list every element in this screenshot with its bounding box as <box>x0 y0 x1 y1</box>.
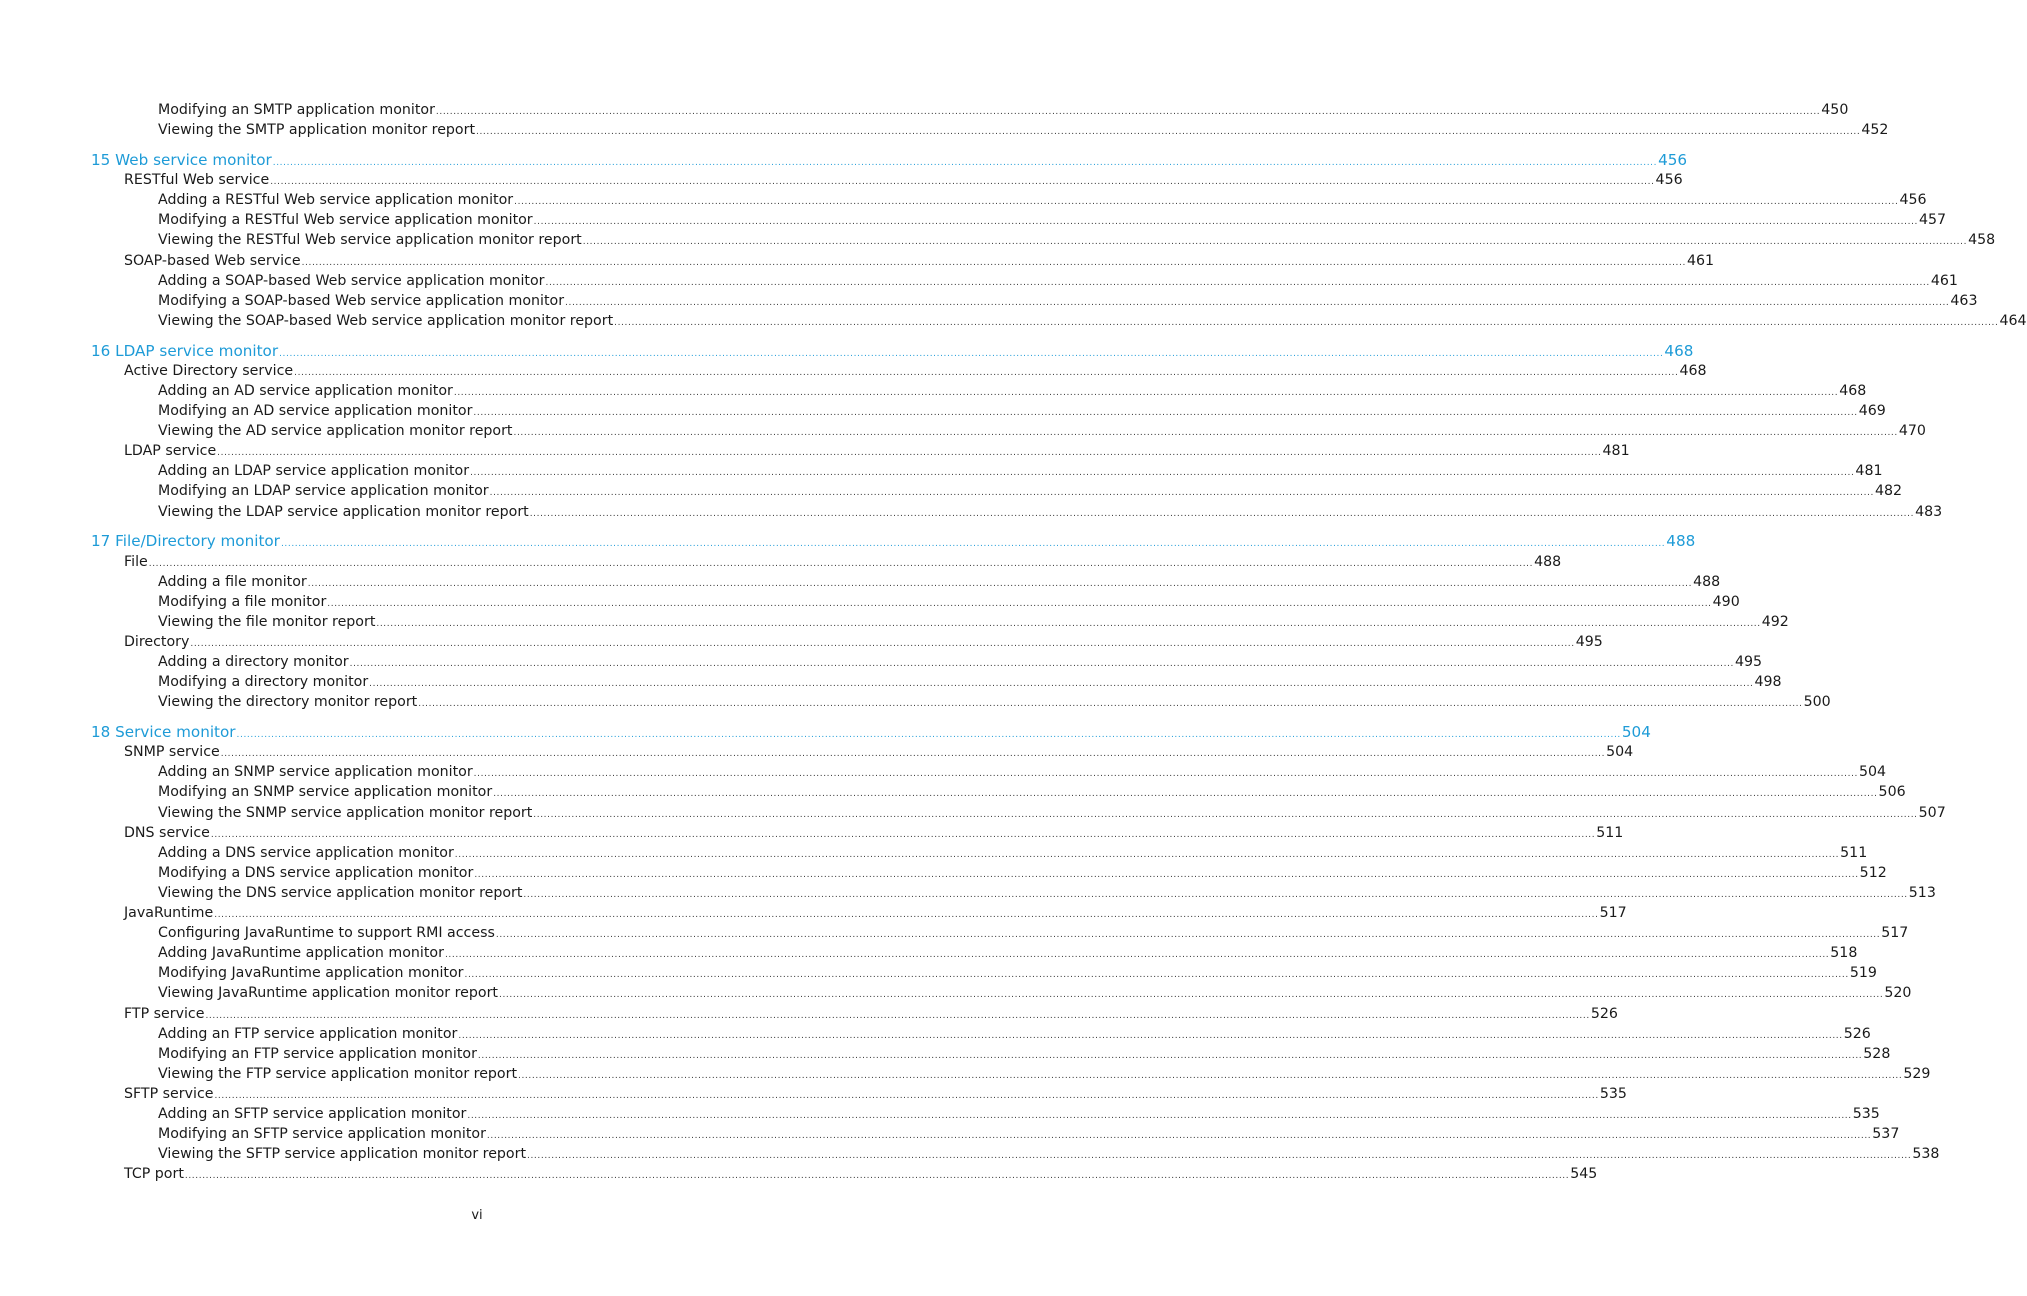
toc-page-number: 504 <box>1859 764 1887 781</box>
dot-leader: ................................................................................................................................................................................................................................................................................................................................................................................................................ <box>190 638 1575 649</box>
dot-leader: ................................................................................................................................................................................................................................................................................................................................................................................................................ <box>369 679 1754 690</box>
dot-leader: ................................................................................................................................................................................................................................................................................................................................................................................................................ <box>458 1030 1843 1041</box>
toc-page-number: 520 <box>1884 985 1912 1002</box>
toc-entry-title: SNMP service <box>124 744 220 761</box>
toc-entry-link[interactable] <box>158 652 1763 672</box>
dot-leader: ................................................................................................................................................................................................................................................................................................................................................................................................................ <box>533 217 1918 228</box>
toc-page-number: 511 <box>1596 824 1624 841</box>
toc-entry-link[interactable] <box>158 1024 1871 1044</box>
toc-page-number: 483 <box>1915 503 1943 520</box>
toc-entry-title: Viewing the file monitor report <box>158 613 376 630</box>
toc-entry-title: Adding a file monitor <box>158 573 307 590</box>
dot-leader: ................................................................................................................................................................................................................................................................................................................................................................................................................ <box>236 730 1621 741</box>
toc-entry-link[interactable] <box>124 1164 1598 1184</box>
toc-page-number: 529 <box>1903 1065 1931 1082</box>
toc-entry-link[interactable] <box>158 572 1721 592</box>
dot-leader: ................................................................................................................................................................................................................................................................................................................................................................................................................ <box>418 699 1803 710</box>
toc-entry-title: Viewing the SOAP-based Web service application monitor report <box>158 312 614 329</box>
toc-entry-link[interactable] <box>158 210 1947 230</box>
toc-page-number: 461 <box>1686 252 1715 269</box>
dot-leader: ................................................................................................................................................................................................................................................................................................................................................................................................................ <box>220 749 1606 760</box>
toc-entry-title: Modifying a RESTful Web service application monitor <box>158 212 533 229</box>
toc-entry-title: 18 Service monitor <box>91 723 236 742</box>
toc-page-number: 490 <box>1712 593 1740 610</box>
toc-entry-title: Viewing the AD service application monitor report <box>158 423 513 440</box>
toc-page-number: 458 <box>1968 232 1996 249</box>
toc-entry-title: SOAP-based Web service <box>124 252 301 269</box>
toc-entry-title: Adding a RESTful Web service application monitor <box>158 192 514 209</box>
dot-leader: ................................................................................................................................................................................................................................................................................................................................................................................................................ <box>214 910 1599 920</box>
toc-entry-link[interactable] <box>158 421 1926 441</box>
toc-entry-link[interactable] <box>158 481 1903 501</box>
toc-page-number: 492 <box>1761 613 1789 630</box>
toc-entry-link[interactable] <box>124 552 1562 572</box>
toc-entry-title: Adding a DNS service application monitor <box>158 844 454 861</box>
toc-page-number: 526 <box>1590 1005 1618 1022</box>
toc-page-number: 450 <box>1821 102 1849 118</box>
dot-leader: ................................................................................................................................................................................................................................................................................................................................................................................................................ <box>565 297 1950 308</box>
toc-entry-title: 16 LDAP service monitor <box>91 341 279 360</box>
dot-leader: ................................................................................................................................................................................................................................................................................................................................................................................................................ <box>205 1010 1590 1021</box>
dot-leader: ................................................................................................................................................................................................................................................................................................................................................................................................................ <box>435 107 1821 117</box>
dot-leader: ................................................................................................................................................................................................................................................................................................................................................................................................................ <box>444 950 1830 961</box>
toc-page-number: 517 <box>1599 905 1627 921</box>
toc-entry-link[interactable] <box>124 742 1634 762</box>
toc-page-number: 519 <box>1849 965 1877 982</box>
toc-page-number: 456 <box>1655 172 1683 189</box>
toc-entry-title: File <box>124 553 148 570</box>
toc-entry-title: Viewing the SNMP service application monitor report <box>158 804 533 821</box>
toc-entry-title: Modifying an LDAP service application monitor <box>158 483 489 500</box>
toc-page-number: 464 <box>1999 312 2027 329</box>
toc-page-number: 468 <box>1839 382 1867 399</box>
toc-entry-link[interactable] <box>158 983 1912 1003</box>
dot-leader: ................................................................................................................................................................................................................................................................................................................................................................................................................ <box>272 158 1658 168</box>
toc-entry-title: Modifying an SNMP service application monitor <box>158 784 493 801</box>
toc-entry-title: Viewing the DNS service application monitor report <box>158 884 523 901</box>
toc-page-number: 504 <box>1621 723 1651 742</box>
toc-entry-link[interactable] <box>158 762 1887 782</box>
toc-page-number: 456 <box>1658 151 1688 169</box>
page-number: vi <box>471 1208 483 1223</box>
toc-page-number: 535 <box>1599 1085 1627 1102</box>
toc-entry-link[interactable] <box>158 461 1883 481</box>
dot-leader: ................................................................................................................................................................................................................................................................................................................................................................................................................ <box>294 367 1679 378</box>
toc-entry-link[interactable] <box>124 251 1715 271</box>
toc-entry-title: Viewing the LDAP service application monitor report <box>158 503 529 520</box>
dot-leader: ................................................................................................................................................................................................................................................................................................................................................................................................................ <box>495 930 1881 941</box>
toc-entry-link[interactable] <box>124 632 1603 652</box>
toc-entry-link[interactable] <box>158 883 1936 903</box>
toc-entry-link[interactable] <box>158 592 1740 612</box>
dot-leader: ................................................................................................................................................................................................................................................................................................................................................................................................................ <box>476 127 1861 138</box>
toc-entry-link[interactable] <box>158 782 1906 802</box>
toc-page-number: 461 <box>1930 272 1958 289</box>
toc-entry-link[interactable] <box>158 100 1849 120</box>
toc-page-number: 537 <box>1872 1126 1900 1143</box>
toc-entry-title: Adding an FTP service application monitor <box>158 1025 458 1042</box>
toc-entry-title: Modifying a SOAP-based Web service application monitor <box>158 292 565 309</box>
toc-entry-link[interactable] <box>124 823 1624 843</box>
dot-leader: ................................................................................................................................................................................................................................................................................................................................................................................................................ <box>307 578 1693 589</box>
toc-page-number: 482 <box>1874 483 1903 500</box>
toc-entry-link[interactable] <box>158 672 1782 692</box>
toc-page-number: 517 <box>1881 925 1909 942</box>
toc-entry-link[interactable] <box>158 502 1943 522</box>
toc-entry-link[interactable] <box>158 1104 1880 1124</box>
toc-entry-link[interactable] <box>158 943 1858 963</box>
dot-leader: ................................................................................................................................................................................................................................................................................................................................................................................................................ <box>464 970 1849 981</box>
toc-page-number: 545 <box>1570 1166 1598 1183</box>
dot-leader: ................................................................................................................................................................................................................................................................................................................................................................................................................ <box>523 889 1908 900</box>
toc-entry-link[interactable] <box>158 190 1927 210</box>
toc-entry-link[interactable] <box>158 311 2027 331</box>
dot-leader: ................................................................................................................................................................................................................................................................................................................................................................................................................ <box>280 539 1666 550</box>
toc-page-number: 469 <box>1858 403 1886 419</box>
toc-page-number: 481 <box>1855 463 1883 480</box>
toc-page-number: 526 <box>1843 1025 1871 1042</box>
dot-leader: ................................................................................................................................................................................................................................................................................................................................................................................................................ <box>477 1050 1863 1061</box>
toc-entry-title: SFTP service <box>124 1085 214 1102</box>
toc-entry-title: 17 File/Directory monitor <box>91 532 280 551</box>
dot-leader: ................................................................................................................................................................................................................................................................................................................................................................................................................ <box>486 1131 1872 1142</box>
dot-leader: ................................................................................................................................................................................................................................................................................................................................................................................................................ <box>210 829 1596 840</box>
toc-page-number: 512 <box>1859 864 1887 881</box>
toc-entry-title: DNS service <box>124 824 210 841</box>
toc-page-number: 488 <box>1693 573 1721 590</box>
toc-entry-link[interactable] <box>158 692 1831 712</box>
toc-page-number: 468 <box>1679 362 1707 379</box>
dot-leader: ................................................................................................................................................................................................................................................................................................................................................................................................................ <box>582 237 1968 248</box>
toc-entry-link[interactable] <box>158 381 1867 401</box>
dot-leader: ................................................................................................................................................................................................................................................................................................................................................................................................................ <box>545 277 1930 288</box>
toc-entry-link[interactable] <box>158 843 1868 863</box>
toc-entry-link[interactable] <box>158 612 1789 632</box>
dot-leader: ................................................................................................................................................................................................................................................................................................................................................................................................................ <box>453 387 1839 398</box>
toc-entry-link[interactable] <box>158 1044 1891 1064</box>
dot-leader: ................................................................................................................................................................................................................................................................................................................................................................................................................ <box>473 769 1858 780</box>
toc-entry-link[interactable] <box>124 1084 1627 1104</box>
toc-entry-link[interactable] <box>158 230 1996 250</box>
toc-entry-title: Viewing the SMTP application monitor report <box>158 122 476 139</box>
dot-leader: ................................................................................................................................................................................................................................................................................................................................................................................................................ <box>454 849 1840 860</box>
toc-entry-title: Adding JavaRuntime application monitor <box>158 945 444 962</box>
dot-leader: ................................................................................................................................................................................................................................................................................................................................................................................................................ <box>327 598 1712 609</box>
toc-page-number: 452 <box>1861 122 1889 139</box>
dot-leader: ................................................................................................................................................................................................................................................................................................................................................................................................................ <box>270 177 1655 188</box>
dot-leader: ................................................................................................................................................................................................................................................................................................................................................................................................................ <box>470 468 1855 479</box>
toc-entry-title: FTP service <box>124 1005 205 1022</box>
toc-page-number: 495 <box>1575 633 1603 650</box>
toc-entry-title: Viewing JavaRuntime application monitor report <box>158 985 498 1002</box>
toc-page-number: 500 <box>1803 694 1831 711</box>
toc-entry-title: Adding a directory monitor <box>158 654 349 670</box>
dot-leader: ................................................................................................................................................................................................................................................................................................................................................................................................................ <box>527 1151 1912 1162</box>
dot-leader: ................................................................................................................................................................................................................................................................................................................................................................................................................ <box>513 428 1898 439</box>
dot-leader: ................................................................................................................................................................................................................................................................................................................................................................................................................ <box>301 257 1686 268</box>
toc-page-number: 470 <box>1898 423 1926 440</box>
dot-leader: ................................................................................................................................................................................................................................................................................................................................................................................................................ <box>493 789 1878 800</box>
toc-page-number: 488 <box>1534 553 1562 570</box>
toc-page-number: 518 <box>1830 945 1858 962</box>
dot-leader: ................................................................................................................................................................................................................................................................................................................................................................................................................ <box>514 197 1899 208</box>
toc-entry-link[interactable] <box>124 903 1627 923</box>
toc-entry-title: Modifying an SMTP application monitor <box>158 102 435 118</box>
toc-entry-title: Directory <box>124 633 190 650</box>
toc-page-number: 481 <box>1602 443 1630 460</box>
toc-entry-link[interactable] <box>124 170 1683 190</box>
toc-entry-title: Viewing the RESTful Web service application monitor report <box>158 232 582 249</box>
toc-entry-title: Adding an SFTP service application monitor <box>158 1106 467 1122</box>
toc-entry-title: JavaRuntime <box>124 905 214 921</box>
dot-leader: ................................................................................................................................................................................................................................................................................................................................................................................................................ <box>474 869 1859 880</box>
dot-leader: ................................................................................................................................................................................................................................................................................................................................................................................................................ <box>279 348 1664 359</box>
dot-leader: ................................................................................................................................................................................................................................................................................................................................................................................................................ <box>376 618 1761 629</box>
toc-page-number: 457 <box>1919 212 1947 229</box>
toc-page-number: 463 <box>1950 292 1978 309</box>
toc-chapter-link[interactable] <box>91 531 1696 551</box>
dot-leader: ................................................................................................................................................................................................................................................................................................................................................................................................................ <box>498 990 1884 1001</box>
toc-entry-title: Modifying a DNS service application monitor <box>158 864 474 881</box>
dot-leader: ................................................................................................................................................................................................................................................................................................................................................................................................................ <box>214 1090 1599 1101</box>
toc-page-number: 504 <box>1606 744 1634 761</box>
toc-page-number: 456 <box>1899 192 1927 209</box>
toc-entry-title: RESTful Web service <box>124 172 270 189</box>
toc-page-number: 535 <box>1852 1106 1880 1122</box>
toc-chapter-link[interactable] <box>91 341 1694 361</box>
toc-page-number: 468 <box>1664 341 1694 360</box>
toc-entry-title: Modifying an SFTP service application monitor <box>158 1126 486 1143</box>
toc-entry-link[interactable] <box>158 803 1946 823</box>
toc-entry-title: 15 Web service monitor <box>91 151 272 169</box>
dot-leader: ................................................................................................................................................................................................................................................................................................................................................................................................................ <box>467 1111 1852 1121</box>
toc-entry-title: TCP port <box>124 1166 184 1183</box>
toc-entry-link[interactable] <box>158 401 1886 421</box>
toc-entry-title: Modifying a file monitor <box>158 593 327 610</box>
dot-leader: ................................................................................................................................................................................................................................................................................................................................................................................................................ <box>217 448 1602 459</box>
toc-entry-link[interactable] <box>158 291 1978 311</box>
dot-leader: ................................................................................................................................................................................................................................................................................................................................................................................................................ <box>184 1171 1570 1182</box>
toc-page-number: 511 <box>1840 844 1868 861</box>
dot-leader: ................................................................................................................................................................................................................................................................................................................................................................................................................ <box>473 408 1858 418</box>
toc-page-number: 538 <box>1912 1146 1940 1163</box>
toc-entry-title: Viewing the FTP service application monitor report <box>158 1065 518 1082</box>
toc-entry-title: LDAP service <box>124 443 217 460</box>
toc-entry-title: Viewing the SFTP service application monitor report <box>158 1146 527 1163</box>
dot-leader: ................................................................................................................................................................................................................................................................................................................................................................................................................ <box>518 1070 1903 1081</box>
toc-entry-link[interactable] <box>124 1004 1618 1024</box>
toc-page-number: 498 <box>1754 674 1782 691</box>
dot-leader: ................................................................................................................................................................................................................................................................................................................................................................................................................ <box>533 809 1918 820</box>
toc-entry-link[interactable] <box>158 271 1958 291</box>
toc-entry-link[interactable] <box>158 923 1909 943</box>
toc-entry-title: Adding an SNMP service application monitor <box>158 764 473 781</box>
toc-entry-title: Adding a SOAP-based Web service application monitor <box>158 272 545 289</box>
toc-entry-title: Modifying an FTP service application monitor <box>158 1045 477 1062</box>
dot-leader: ................................................................................................................................................................................................................................................................................................................................................................................................................ <box>148 558 1534 569</box>
toc-page-number: 495 <box>1734 654 1763 670</box>
toc-chapter-link[interactable] <box>91 722 1651 742</box>
toc-entry-link[interactable] <box>124 361 1707 381</box>
toc-entry-title: Adding an LDAP service application monitor <box>158 463 470 480</box>
toc-entry-link[interactable] <box>158 863 1887 883</box>
toc-entry-title: Configuring JavaRuntime to support RMI access <box>158 925 495 942</box>
dot-leader: ................................................................................................................................................................................................................................................................................................................................................................................................................ <box>614 317 1999 328</box>
toc-entry-title: Modifying an AD service application monitor <box>158 403 473 419</box>
toc-page-number: 513 <box>1908 884 1936 901</box>
dot-leader: ................................................................................................................................................................................................................................................................................................................................................................................................................ <box>529 508 1915 519</box>
toc-entry-title: Adding an AD service application monitor <box>158 382 453 399</box>
toc-entry-link[interactable] <box>158 1064 1931 1084</box>
toc-chapter-link[interactable] <box>91 150 1688 170</box>
toc-entry-title: Viewing the directory monitor report <box>158 694 418 711</box>
toc-page-number: 507 <box>1918 804 1946 821</box>
toc-entry-link[interactable] <box>124 441 1630 461</box>
toc-page-number: 506 <box>1878 784 1906 801</box>
toc-entry-link[interactable] <box>158 963 1877 983</box>
toc-page-number: 528 <box>1863 1045 1891 1062</box>
toc-entry-title: Modifying JavaRuntime application monitor <box>158 965 464 982</box>
toc-entry-title: Active Directory service <box>124 362 294 379</box>
dot-leader: ................................................................................................................................................................................................................................................................................................................................................................................................................ <box>349 659 1734 669</box>
dot-leader: ................................................................................................................................................................................................................................................................................................................................................................................................................ <box>489 488 1874 499</box>
toc-page-number: 488 <box>1666 532 1696 551</box>
toc-entry-link[interactable] <box>158 120 1889 140</box>
toc-entry-link[interactable] <box>158 1124 1900 1144</box>
toc-entry-link[interactable] <box>158 1144 1940 1164</box>
toc-entry-title: Modifying a directory monitor <box>158 674 369 691</box>
